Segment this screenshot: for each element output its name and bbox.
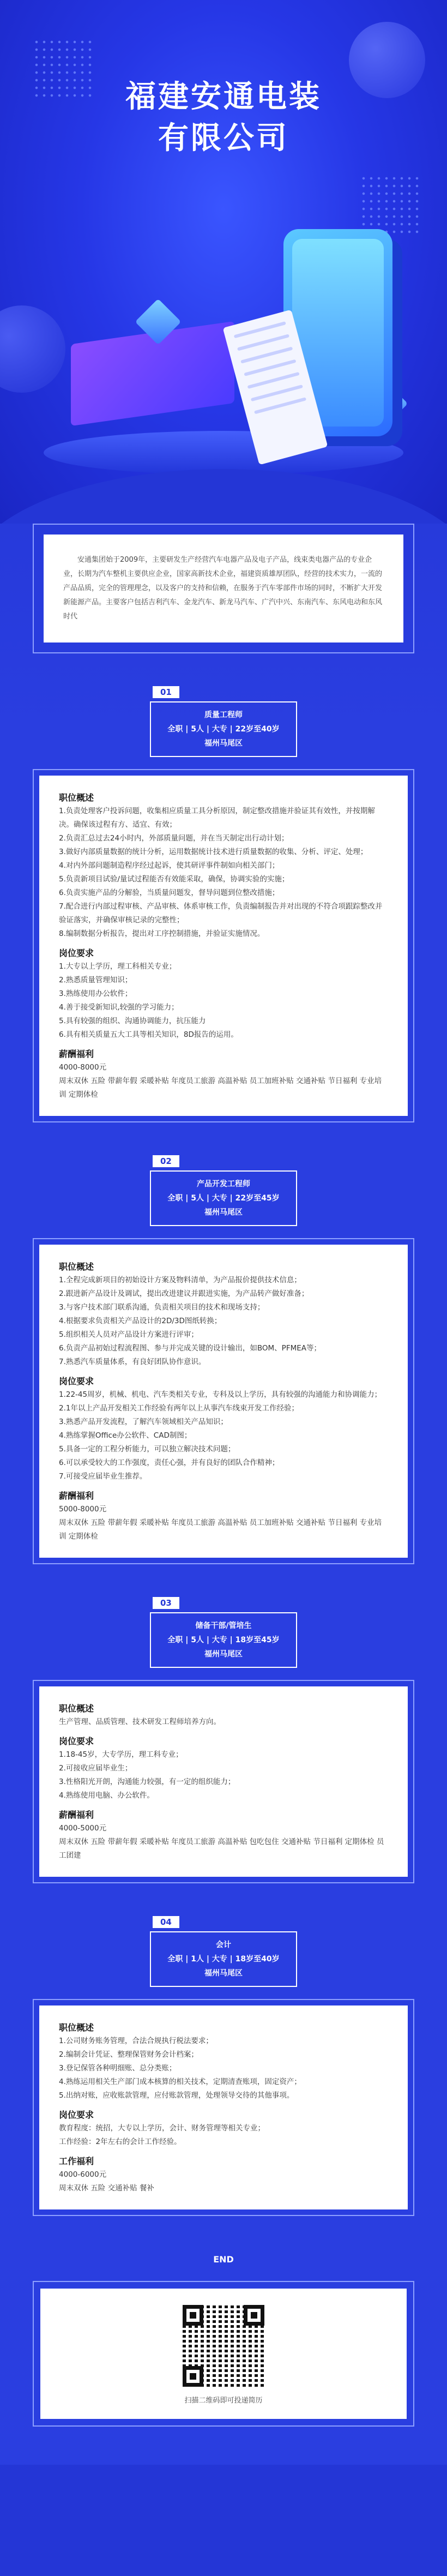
section-title: 薪酬福利 [59,1491,94,1501]
hero-banner [0,0,447,524]
job-title: 产品开发工程师 [197,1180,250,1188]
section-line: 3.熟练使用办公软件； [59,989,132,998]
section-line: 2.跟进新产品设计及调试，提出改进建议并跟进实施，为产品转产做好准备； [59,1289,309,1298]
section-line: 5000-8000元 [59,1505,107,1514]
job-title: 储备干部/管培生 [195,1622,252,1630]
job-body [39,1245,408,1558]
job-body [39,776,408,1116]
job-location: 福州马尾区 [204,1208,243,1217]
isometric-platform [44,431,403,475]
job-header [150,701,297,757]
job-header [150,1170,297,1226]
section-line: 4.熟练掌握Office办公软件、CAD制图； [59,1431,192,1440]
section-title: 职位概述 [59,2022,94,2033]
section-title: 岗位要求 [59,948,94,958]
section-title: 岗位要求 [59,2110,94,2120]
job-number-badge: 02 [153,1155,179,1167]
job-block [33,1597,414,1883]
qr-code-image[interactable] [183,2305,264,2387]
job-location: 福州马尾区 [204,1969,243,1978]
section-line: 4000-6000元 [59,2170,107,2179]
job-block [33,1155,414,1564]
job-number-badge: 04 [153,1916,179,1928]
section-line: 4.根据要求负责相关产品设计的2D/3D图纸转换； [59,1317,222,1325]
job-meta: 全职 | 5人 | 大专 | 18岁至45岁 [167,1636,280,1644]
section-line: 2.编制会计凭证、整理保管财务会计档案； [59,2050,198,2059]
section-line: 6.负责产品初始过程流程图、参与并完成关键的设计输出，如BOM、PFMEA等； [59,1344,321,1353]
job-body-frame [33,1999,414,2216]
section-line: 2.熟悉质量管理知识； [59,976,132,984]
section-line: 周末双休 五险 交通补贴 餐补 [59,2184,154,2193]
section-title: 职位概述 [59,792,94,803]
section-line: 7.可接受应届毕业生推荐。 [59,1472,147,1481]
section-line: 生产管理、品质管理、技术研发工程师培养方向。 [59,1718,221,1726]
company-intro: 安通集团始于2009年，主要研发生产经营汽车电器产品及电子产品，线束类电器产品的专业企业，长期为汽车整机主要供应企业，国家高新技术企业，福建资质雄厚团队，经营的技术实力，一流的产品品质，完全的管理理念，以及客户的支持和信赖，在服务于汽车零部件市场的同时，不断扩大开发新能源产品。主要客户包括吉利汽车、金龙汽车、新龙马汽车、广汽中兴、东南汽车、东风电动和东风时代 [44,535,403,643]
qr-finder-top-right [244,2305,264,2326]
job-body-frame [33,1680,414,1883]
company-title-line2: 有限公司 [158,121,289,156]
section-line: 1.22-45周岁，机械、机电、汽车类相关专业，专科及以上学历，具有较强的沟通能力和协调能力； [59,1390,382,1399]
section-line: 周末双休 五险 带薪年假 采暖补贴 年度员工旅游 高温补贴 员工加班补贴 交通补贴 节日福利 专业培训 定期体检 [59,1518,382,1541]
section-line: 4.熟练运用相关生产部门成本核算的相关技术，定期清查账项，固定资产； [59,2077,301,2086]
section-line: 教育程度：统招，大专以上学历，会计、财务管理等相关专业； [59,2124,265,2133]
section-line: 3.做好内部质量数据的统计分析，运用数据统计技术进行质量数据的收集、分析、评定、处理； [59,848,368,856]
section-title: 岗位要求 [59,1736,94,1746]
section-line: 1.负责处理客户投诉问题，收集相应质量工具分析原因，制定整改措施并验证其有效性，并按期解决。确保该过程有方、适宜、有效； [59,807,375,829]
job-body [39,1686,408,1877]
job-list [0,686,447,2216]
section-title: 薪酬福利 [59,1810,94,1820]
dot-grid-decoration [360,175,420,235]
section-line: 1.公司财务账务管理，合法合规执行税法要求； [59,2037,213,2045]
job-body-frame [33,1238,414,1564]
section-line: 2.可接收应届毕业生； [59,1764,132,1773]
job-meta: 全职 | 1人 | 大专 | 18岁至40岁 [167,1955,280,1963]
section-line: 周末双休 五险 带薪年假 采暖补贴 年度员工旅游 高温补贴 包吃包住 交通补贴 节日福利 定期体检 员工团建 [59,1838,384,1860]
section-line: 3.性格阳光开朗，沟通能力较强，有一定的组织能力； [59,1778,235,1786]
company-title [0,76,447,159]
footer-spacer [0,2427,447,2465]
qr-finder-top-left [183,2305,203,2326]
job-location: 福州马尾区 [204,739,243,748]
job-header [150,1612,297,1668]
intro-frame [33,524,414,653]
section-line: 5.具备一定的工程分析能力，可以独立解决技术问题； [59,1445,235,1454]
section-title: 职位概述 [59,1703,94,1714]
qr-caption: 扫描二维码即可投递简历 [184,2397,263,2405]
section-line: 6.负责实施产品的分解验，当质量问题发，督导问题到位整改措施； [59,888,280,897]
job-title: 会计 [216,1941,231,1949]
section-line: 4.对内外部问题制造程序经过起诉，使其研评事件制如向相关部门； [59,861,280,870]
section-line: 周末双休 五险 带薪年假 采暖补贴 年度员工旅游 高温补贴 员工加班补贴 交通补贴 节日福利 专业培训 定期体检 [59,1077,382,1099]
end-label: END [213,2254,234,2265]
section-line: 7.配合进行内部过程审核、产品审核、体系审核工作，负责编制报告并对出现的不符合项跟踪整改并验证落实，并确保审核记录的完整性； [59,902,383,924]
section-line: 1.18-45岁，大专学历，理工科专业； [59,1750,183,1759]
section-line: 5.负责新项目试验/量试过程能否有效能采取，确保，协调实验的实施； [59,875,289,884]
job-location: 福州马尾区 [204,1650,243,1659]
job-block [33,1916,414,2216]
section-line: 7.熟悉汽车质量体系，有良好团队协作意识。 [59,1358,206,1366]
company-title-line1: 福建安通电装 [125,79,322,115]
section-line: 6.具有相关质量五大工具等相关知识，8D报告的运用。 [59,1030,238,1039]
job-body-frame [33,769,414,1122]
job-number-badge: 01 [153,686,179,698]
section-line: 1.大专以上学历，理工科相关专业； [59,962,177,971]
qr-frame [33,2281,414,2427]
section-line: 5.组织相关人员对产品设计方案进行评审； [59,1330,198,1339]
section-line: 4.熟练使用电脑、办公软件。 [59,1791,154,1800]
qr-box [40,2289,407,2419]
job-header [150,1931,297,1987]
job-body [39,2005,408,2209]
section-line: 3.与客户技术部门联系沟通，负责相关项目的技术和现场支持； [59,1303,265,1312]
section-line: 8.编制数据分析报告，提出对工序控制措施，并验证实施情况。 [59,929,265,938]
hero-wave [0,469,447,524]
section-line: 2.1年以上产品开发相关工作经验有两年以上从事汽车线束开发工作经验； [59,1404,299,1413]
deco-circle [0,305,65,393]
section-title: 工作福利 [59,2156,94,2166]
section-line: 5.具有较强的组织、沟通协调能力，抗压能力 [59,1017,206,1025]
section-line: 3.熟悉产品开发流程，了解汽车领域相关产品知识； [59,1418,228,1426]
section-line: 1.全程完成新项目的初始设计方案及物料清单，为产品报价提供技术信息； [59,1276,301,1284]
qr-finder-bottom-left [183,2366,203,2387]
job-title: 质量工程师 [204,711,243,719]
section-line: 4000-8000元 [59,1063,107,1072]
job-number-badge: 03 [153,1597,179,1609]
job-meta: 全职 | 5人 | 大专 | 22岁至45岁 [167,1194,280,1203]
section-title: 薪酬福利 [59,1049,94,1059]
section-line: 6.可以承受较大的工作强度，责任心强，并有良好的团队合作精神； [59,1458,280,1467]
section-title: 职位概述 [59,1262,94,1272]
section-title: 岗位要求 [59,1376,94,1386]
section-line: 4000-5000元 [59,1824,107,1833]
section-line: 2.负责汇总过去24小时内，外部质量问题，并在当天制定出行动计划； [59,834,289,843]
section-line: 4.善于接受新知识,较强的学习能力； [59,1003,179,1012]
section-line: 3.登记保管各种明细账、总分类账； [59,2064,177,2073]
section-line: 5.出纳对账，应收账款管理，应付账款管理，处理领导交待的其他事项。 [59,2091,294,2100]
job-meta: 全职 | 5人 | 大专 | 22岁至40岁 [167,725,280,734]
section-line: 工作经验：2年左右的会计工作经验。 [59,2137,182,2146]
job-block [33,686,414,1122]
